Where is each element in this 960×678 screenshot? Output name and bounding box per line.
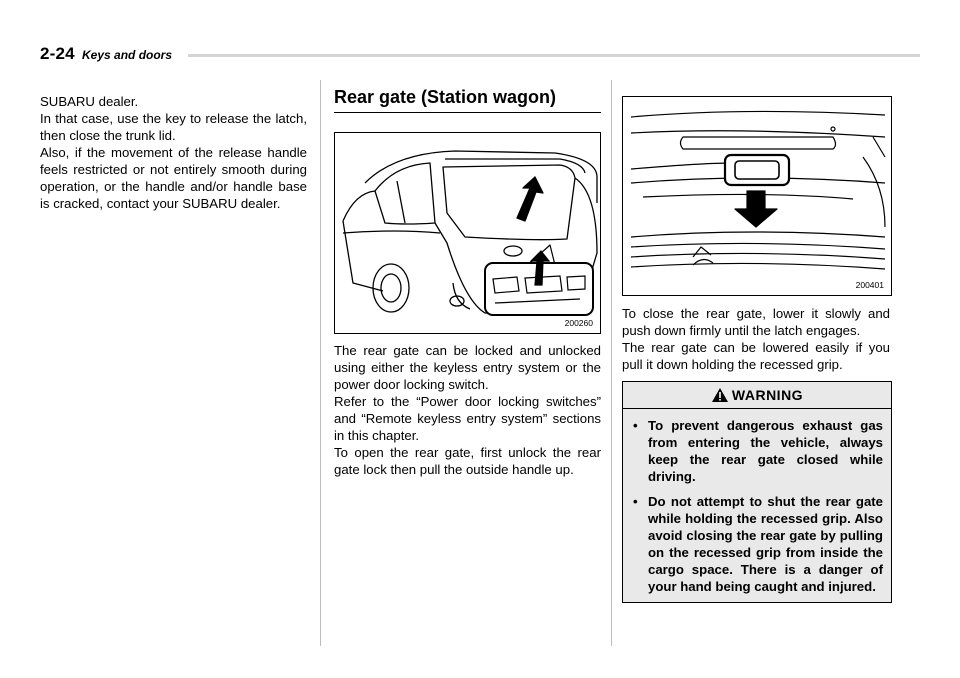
warning-triangle-icon (711, 387, 729, 403)
middle-column (334, 89, 601, 134)
right-column-body (622, 305, 890, 373)
car-rear-icon (335, 133, 600, 333)
column-divider-1 (320, 80, 321, 646)
page-header (40, 44, 920, 66)
middle-column-body (334, 342, 601, 478)
page-number: 2-24 (40, 44, 75, 63)
heading-rule (334, 112, 601, 113)
paragraph: SUBARU dealer. (40, 94, 139, 109)
paragraph: The rear gate can be lowered easily if you pull it down holding the recessed grip. (622, 340, 890, 372)
warning-title: WARNING (731, 387, 804, 403)
paragraph: In that case, use the key to release the latch, then close the trunk lid. (40, 111, 307, 143)
header-rule (188, 54, 920, 57)
warning-list (623, 409, 891, 595)
warning-box (622, 381, 892, 603)
paragraph: Refer to the “Power door locking switches” and “Remote keyless entry system” sections in this chapter. (334, 394, 601, 443)
paragraph: To close the rear gate, lower it slowly and push down firmly until the latch engages. (622, 306, 890, 338)
figure-code: 200260 (564, 318, 593, 328)
paragraph: The rear gate can be locked and unlocked using either the keyless entry system or the power door locking switch. (334, 343, 601, 392)
recessed-grip-icon (623, 97, 891, 295)
rear-gate-illustration (334, 132, 601, 334)
paragraph: Also, if the movement of the release handle feels restricted or not entirely smooth during operation, or the handle and/or handle base is cracked, contact your SUBARU dealer. (40, 145, 307, 211)
section-heading: Rear gate (Station wagon) (334, 87, 557, 107)
warning-header (623, 382, 891, 408)
handle-inset (485, 251, 593, 315)
section-title: Keys and doors (82, 48, 173, 62)
warning-item: • Do not attempt to shut the rear gate while holding the recessed grip. Also avoid closing the rear gate by pulling on the recessed grip from inside the cargo space. There is a danger of your hand being caught and injured. (631, 493, 883, 595)
paragraph: To open the rear gate, first unlock the rear gate lock then pull the outside handle up. (334, 445, 601, 477)
recessed-grip-illustration (622, 96, 892, 296)
left-column (40, 93, 307, 212)
figure-code: 200401 (855, 280, 884, 290)
column-divider-2 (611, 80, 612, 646)
warning-item: • To prevent dangerous exhaust gas from entering the vehicle, always keep the rear gate closed while driving. (631, 417, 883, 485)
